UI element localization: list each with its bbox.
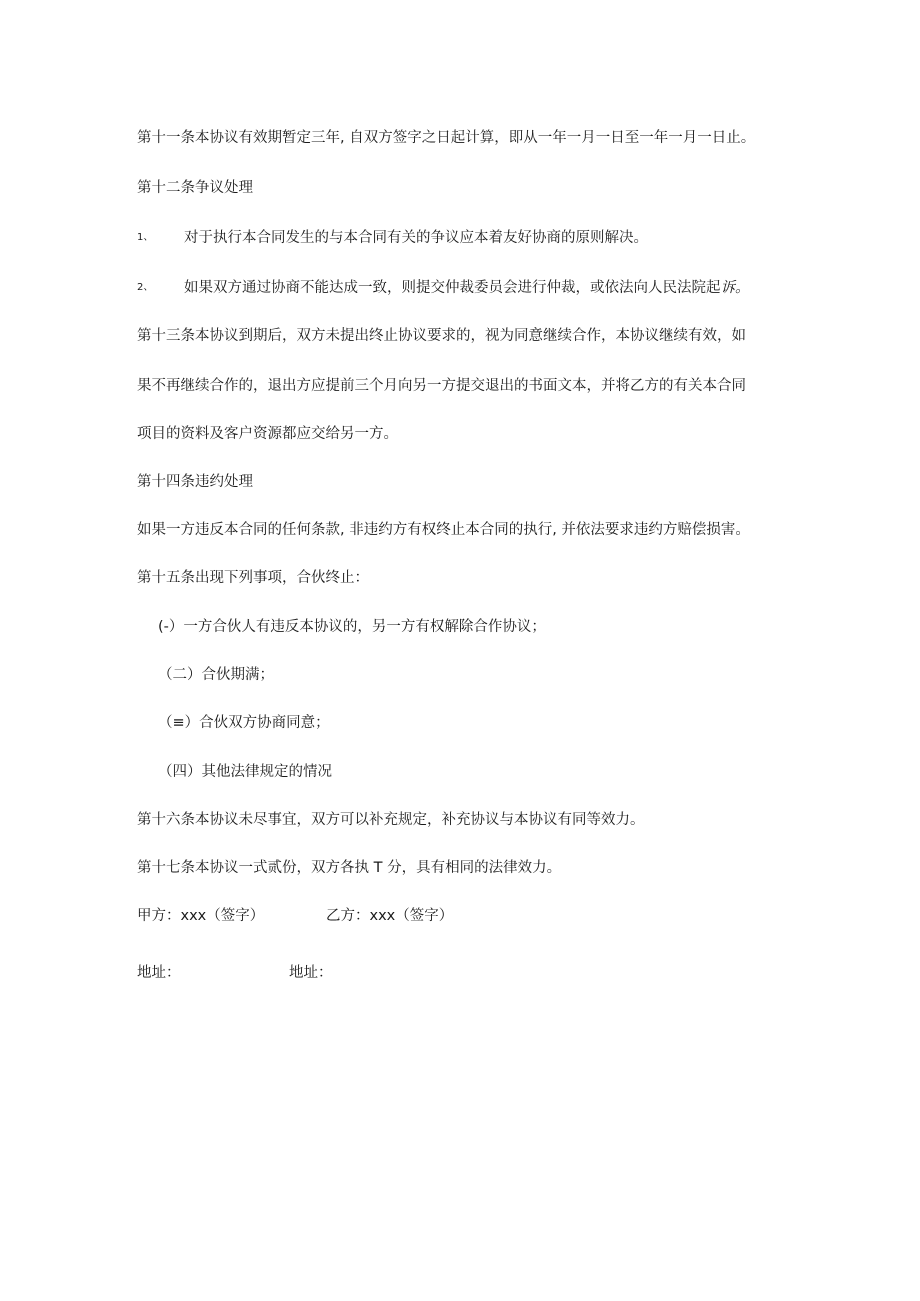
article-14-text: 如果一方违反本合同的任何条款, 非违约方有权终止本合同的执行, 并依法要求违约方赔偿损害。 <box>137 522 750 538</box>
article-12-item-2-text <box>184 278 750 298</box>
article-12-item-1-number: 1、 <box>137 232 154 243</box>
article-15-item-3: （≡）合伙双方协商同意； <box>158 715 330 731</box>
article-14-title: 第十四条违约处理 <box>137 474 253 490</box>
article-12-item-2-main: 如果双方通过协商不能达成一致，则提交仲裁委员会进行仲裁，或依法向人民法院起 <box>184 280 721 296</box>
party-a-signature: 甲方：xxx（签字） <box>137 908 265 924</box>
article-12-item-2-tail: 诉。 <box>720 280 750 296</box>
party-b-signature: 乙方：xxx（签字） <box>326 908 454 924</box>
party-a-address: 地址： <box>137 965 181 981</box>
article-12-item-1-text: 对于执行本合同发生的与本合同有关的争议应本着友好协商的原则解决。 <box>184 230 648 246</box>
article-15-item-4: （四）其他法律规定的情况 <box>158 764 332 780</box>
article-12-title: 第十二条争议处理 <box>137 180 253 196</box>
article-15-item-1: (-）一方合伙人有违反本协议的，另一方有权解除合作协议； <box>158 619 546 635</box>
article-13-line-3: 项目的资料及客户资源都应交给另一方。 <box>137 426 398 442</box>
article-15-title: 第十五条出现下列事项，合伙终止： <box>137 570 369 586</box>
article-16: 第十六条本协议未尽事宜，双方可以补充规定，补充协议与本协议有同等效力。 <box>137 812 645 828</box>
article-13-line-2: 果不再继续合作的，退出方应提前三个月向另一方提交退出的书面文本，并将乙方的有关本合同 <box>137 378 746 394</box>
article-11: 第十一条本协议有效期暂定三年, 自双方签字之日起计算，即从一年一月一日至一年一月一日止。 <box>137 130 756 146</box>
article-12-item-2-number: 2、 <box>137 282 154 293</box>
party-b-address: 地址： <box>289 965 333 981</box>
article-13-line-1: 第十三条本协议到期后，双方未提出终止协议要求的，视为同意继续合作，本协议继续有效，如 <box>137 328 746 344</box>
article-15-item-2: （二）合伙期满； <box>158 667 274 683</box>
article-17: 第十七条本协议一式贰份，双方各执 T 分，具有相同的法律效力。 <box>137 860 562 876</box>
